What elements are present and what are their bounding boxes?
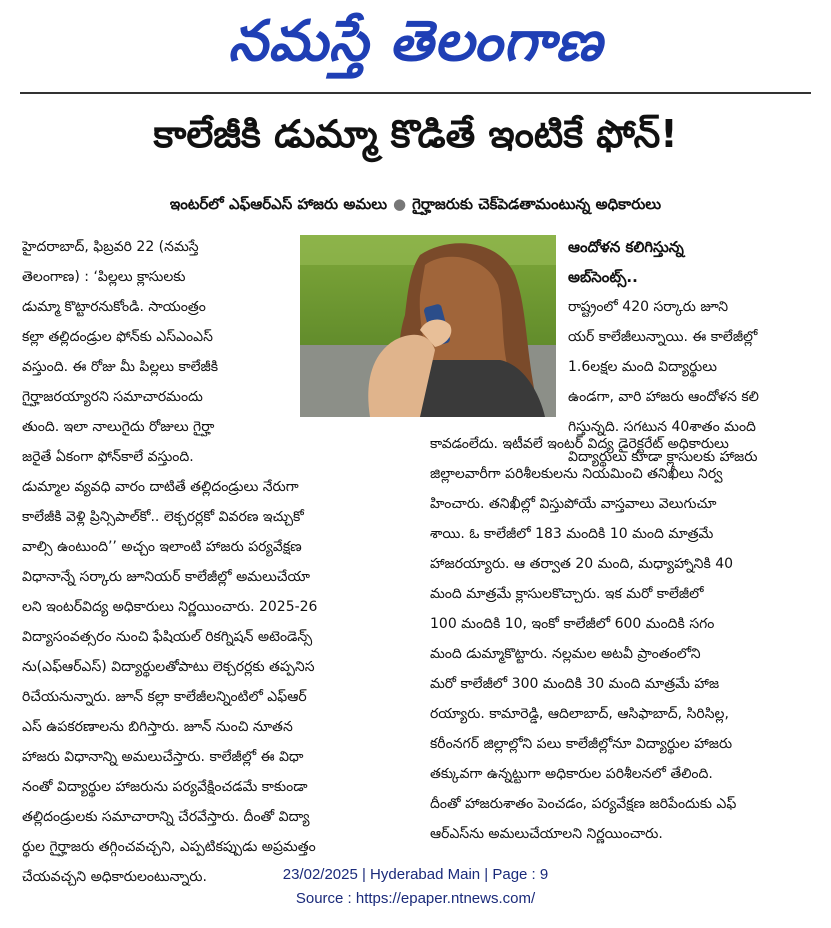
text-line: ఆర్‌ఎస్‌ను అమలుచేయాలని నిర్ణయించారు. (430, 826, 663, 842)
article-column-bottom (430, 429, 808, 849)
footer-edition-info: 23/02/2025 | Hyderabad Main | Page : 9 (282, 866, 549, 883)
text-line: తల్లిదండ్రులకు సమాచారాన్ని చేరవేస్తారు. దీంతో విద్యా (22, 809, 310, 825)
text-line: వస్తుంది. ఈ రోజు మీ పిల్లలు కాలేజీకి (22, 359, 219, 375)
text-line: శాయి. ఓ కాలేజీలో 183 మందికి 10 మంది మాత్రమే (430, 526, 714, 542)
text-line: మంది డుమ్మాకొట్టారు. నల్లమల అటవీ ప్రాంతంలోని (430, 646, 701, 662)
text-line: కావడంలేదు. ఇటీవలే ఇంటర్ విద్య డైరెక్టరేట్ అధికారులు (430, 436, 729, 452)
text-line: వాల్సి ఉంటుంది’’ అచ్చం ఇలాంటి హాజరు పర్యవేక్షణ (22, 539, 302, 555)
text-line: 100 మందికి 10, ఇంకో కాలేజీలో 600 మందికి సగం (430, 616, 715, 632)
masthead-divider (20, 92, 811, 94)
side-title-line: ఆందోళన కలిగిస్తున్న (568, 238, 684, 256)
text-line: ఉండగా, వారి హాజరు ఆందోళన కలి (568, 389, 759, 405)
text-line: మంది మాత్రమే క్లాసులకొచ్చారు. ఇక మరో కాలేజీలో (430, 586, 704, 602)
subhead-separator: ● (393, 195, 407, 213)
text-line: హైదరాబాద్, ఫిబ్రవరి 22 (నమస్తే (22, 239, 199, 255)
text-line: చేయవచ్చని అధికారులంటున్నారు. (22, 869, 207, 885)
text-line: మరో కాలేజీలో 300 మందికి 30 మంది మాత్రమే హాజ (430, 676, 720, 692)
article-column-left (22, 232, 318, 892)
text-line: రయ్యారు. కామారెడ్డి, ఆదిలాబాద్, ఆసిఫాబాద్, సిరిసిల్ల, (430, 706, 729, 722)
newspaper-masthead: నమస్తే తెలంగాణ (228, 9, 603, 74)
subhead-right: గైర్హాజరుకు చెక్‌పెడతామంటున్న అధికారులు (412, 195, 662, 213)
text-line: డుమ్మాల వ్యవధి వారం దాటితే తల్లిదండ్రులు నేరుగా (22, 479, 299, 495)
text-line: 1.6లక్షల మంది విద్యార్థులు (568, 359, 717, 375)
text-line: యర్ కాలేజీలున్నాయి. ఈ కాలేజీల్లో (568, 329, 758, 345)
text-line: తుంది. ఇలా నాలుగైదు రోజులు గైర్హా (22, 419, 215, 435)
text-line: విద్యాసంవత్సరం నుంచి ఫేషియల్ రికగ్నిషన్ అటెండెన్స్ (22, 629, 313, 645)
text-line: రాష్ట్రంలో 420 సర్కారు జూని (568, 299, 729, 315)
text-line: లని ఇంటర్‌విద్య అధికారులు నిర్ణయించారు. 2025-26 (22, 599, 318, 615)
text-line: హించారు. తనిఖీల్లో విస్తుపోయే వాస్తవాలు వెలుగుచూ (430, 496, 717, 512)
text-line: విధానాన్నే సర్కారు జూనియర్ కాలేజీల్లో అమలుచేయా (22, 569, 310, 585)
text-line: ను(ఎఫ్‌ఆర్‌ఎస్) విద్యార్థులతోపాటు లెక్చరర్లకు తప్పనిస (22, 659, 315, 675)
text-line: తక్కువగా ఉన్నట్టుగా అధికారుల పరిశీలనలో తేలింది. (430, 766, 713, 782)
text-line: తెలంగాణ) : ‘పిల్లలు క్లాసులకు (22, 269, 186, 285)
text-line: గైర్హాజరయ్యారని సమాచారమందు (22, 389, 203, 405)
text-line: విద్యార్థులు కూడా క్లాసులకు హాజరు (568, 449, 758, 465)
article-photo (300, 235, 556, 417)
text-line: ర్థుల గైర్హాజరు తగ్గించవచ్చని, ఎప్పటికప్పుడు అప్రమత్తం (22, 839, 316, 855)
text-line: కల్లా తల్లిదండ్రుల ఫోన్‌కు ఎస్‌ఎంఎస్ (22, 329, 213, 345)
text-line: హాజరయ్యారు. ఆ తర్వాత 20 మంది, మధ్యాహ్నానికి 40 (430, 556, 734, 572)
text-line: డుమ్మా కొట్టారనుకోండి. సాయంత్రం (22, 299, 206, 315)
text-line: కాలేజీకి వెళ్లి ప్రిన్సిపాల్‌కో.. లెక్చరర్లకో వివరణ ఇచ్చుకో (22, 509, 304, 525)
text-line: జిల్లాలవారీగా పరిశీలకులను నియమించి తనిఖీలు నిర్వ (430, 466, 723, 482)
text-line: నంతో విద్యార్థుల హాజరును పర్యవేక్షించడమే కాకుండా (22, 779, 308, 795)
girl-on-phone-photo (300, 235, 556, 417)
footer-source-link[interactable]: Source : https://epaper.ntnews.com/ (295, 890, 536, 907)
text-line: దీంతో హాజరుశాతం పెంచడం, పర్యవేక్షణ జరిపేందుకు ఎఫ్ (430, 796, 737, 812)
text-line: జరైతే ఏకంగా ఫోన్‌కాలే వస్తుంది. (22, 449, 194, 465)
text-line: రిచేయనున్నారు. జూన్ కల్లా కాలేజీలన్నింటిలో ఎఫ్‌ఆర్ (22, 689, 307, 705)
text-line: గిస్తున్నది. సగటున 40శాతం మంది (568, 419, 756, 435)
article-subhead (10, 190, 821, 218)
subhead-left: ఇంటర్‌లో ఎఫ్‌ఆర్‌ఎస్ హాజరు అమలు (169, 195, 388, 213)
side-title-line: అబ్‌సెంట్స్.. (568, 268, 638, 286)
text-line: కరీంనగర్ జిల్లాల్లోని పలు కాలేజీల్లోనూ విద్యార్థుల హాజరు (430, 736, 733, 752)
text-line: హాజరు విధానాన్ని అమలుచేస్తారు. కాలేజీల్లో ఈ విధా (22, 749, 304, 765)
article-headline: కాలేజీకి డుమ్మా కొడితే ఇంటికే ఫోన్! (153, 112, 678, 156)
text-line: ఎస్ ఉపకరణాలను బిగిస్తారు. జూన్ నుంచి నూతన (22, 719, 293, 735)
